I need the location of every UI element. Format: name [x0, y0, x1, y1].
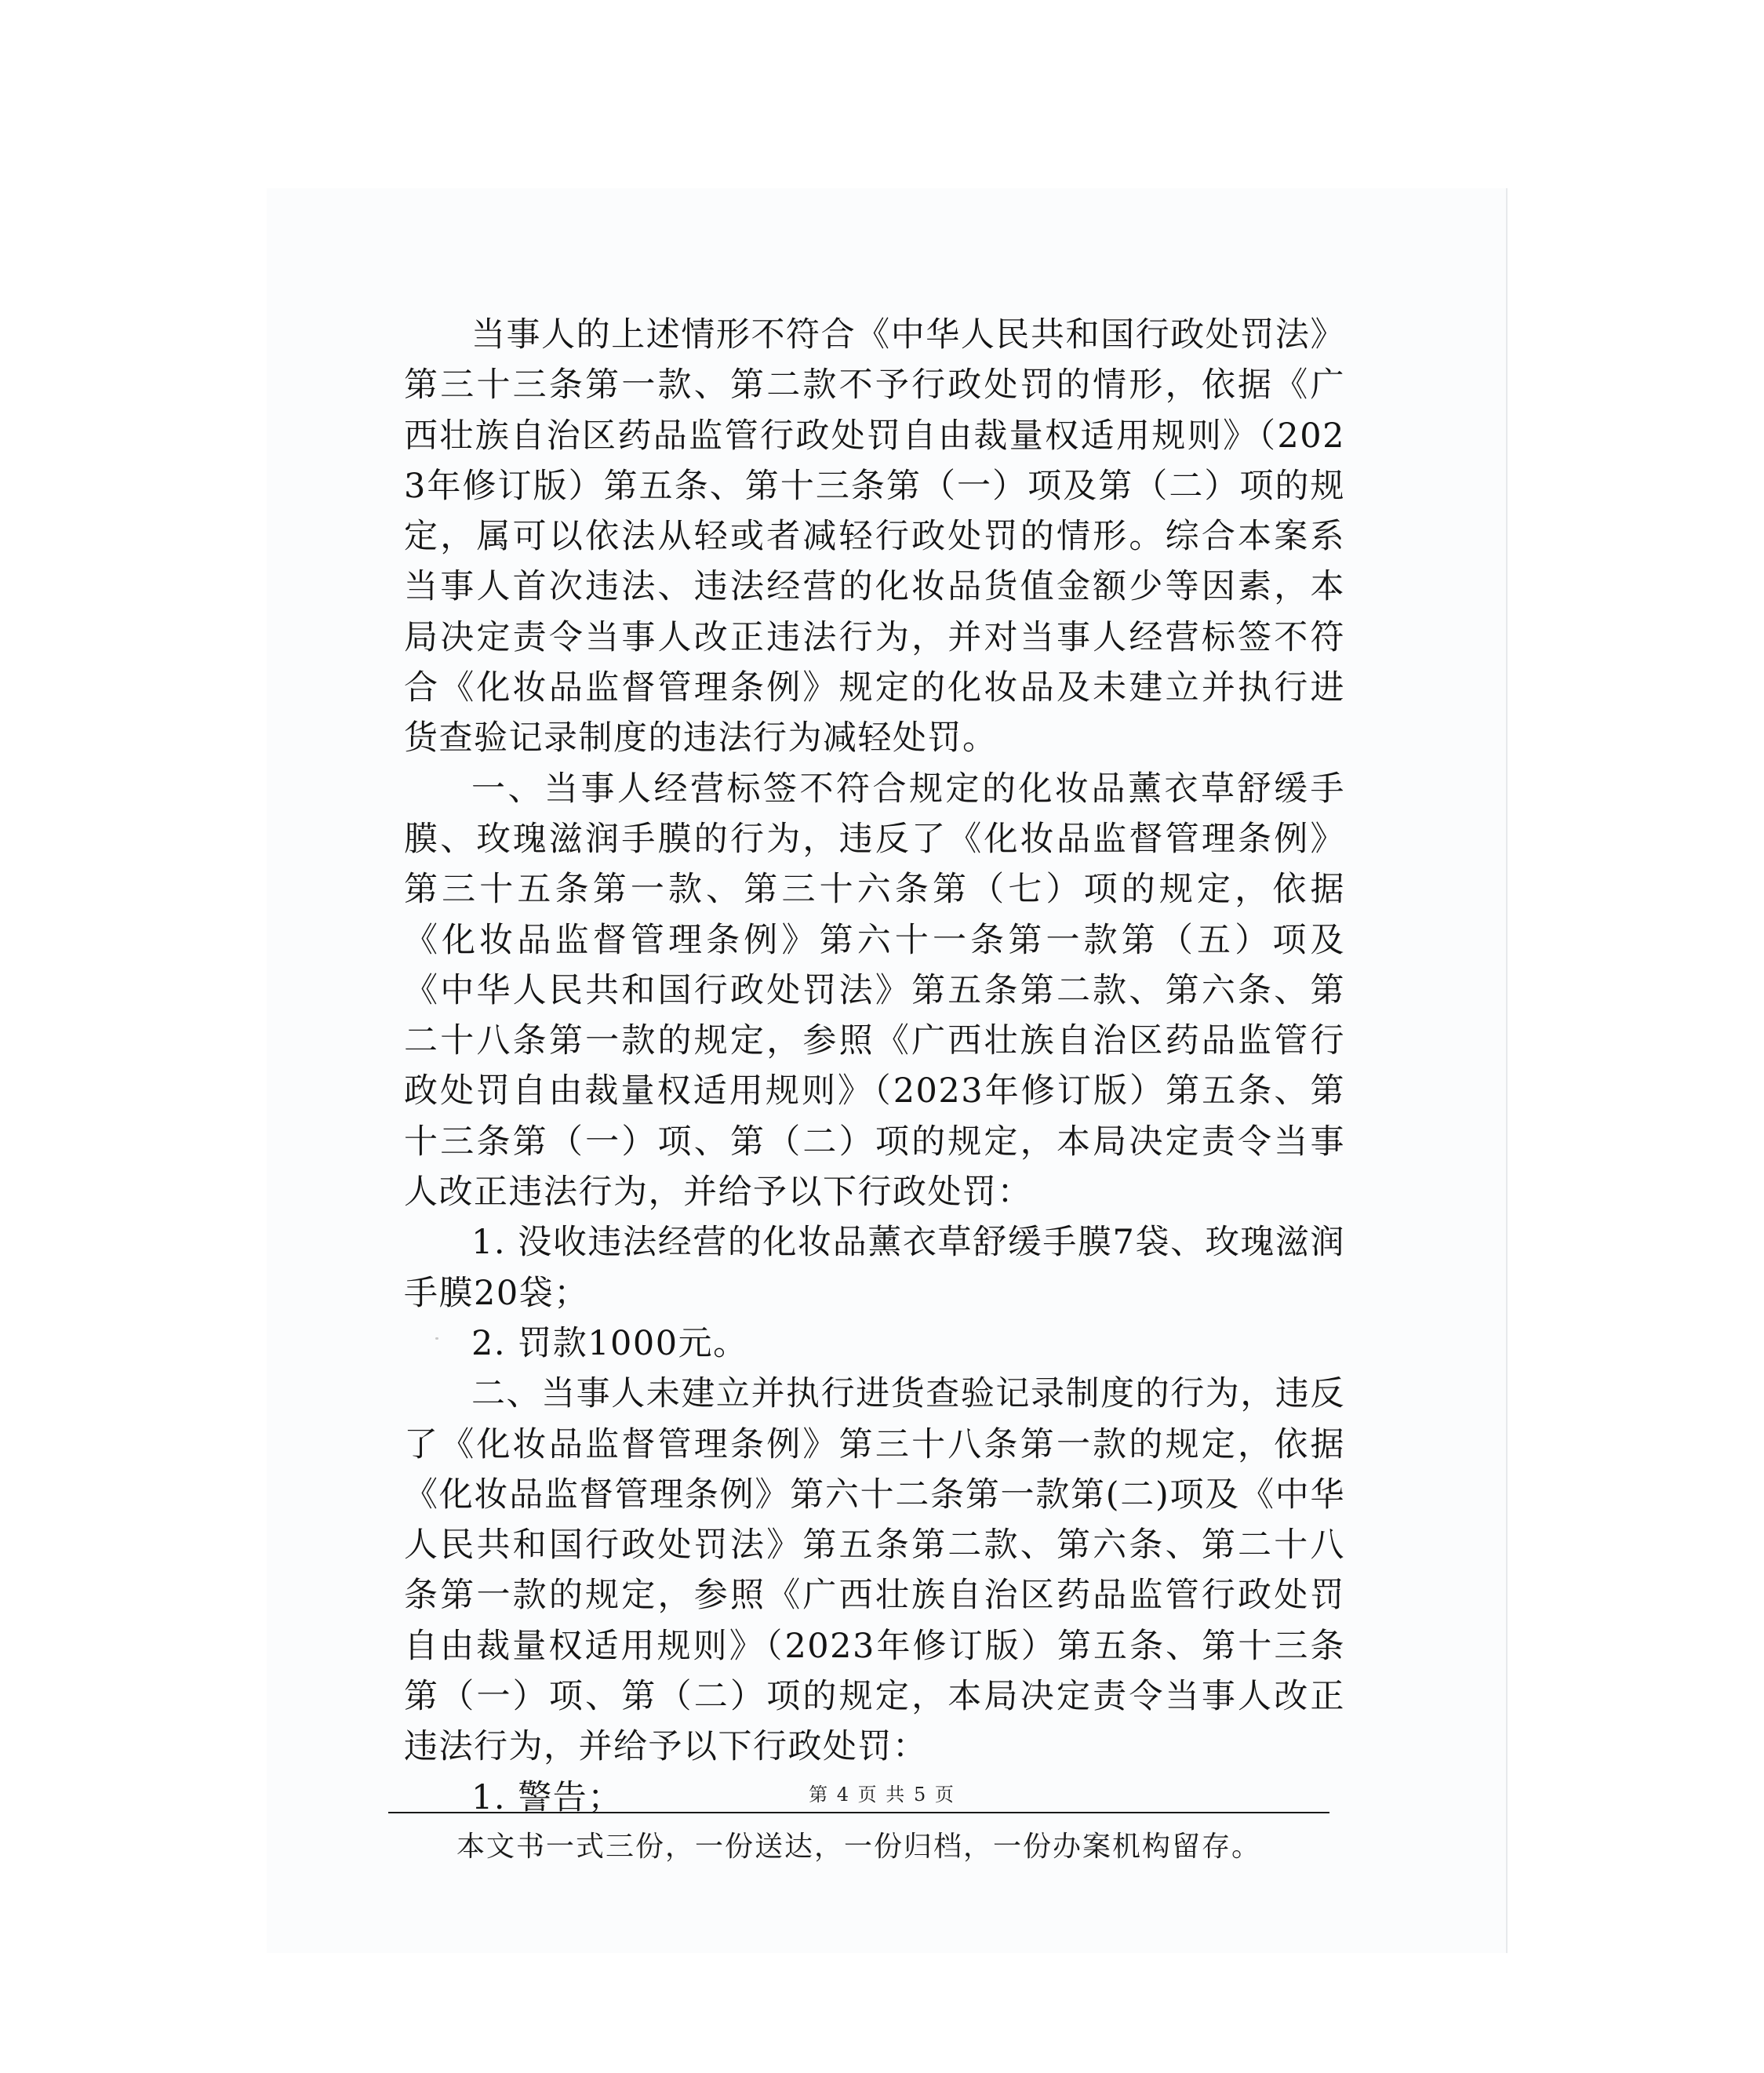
- paragraph-violation-one: 一、当事人经营标签不符合规定的化妆品薰衣草舒缓手膜、玫瑰滋润手膜的行为，违反了《化妆品监督管理条例》第三十五条第一款、第三十六条第（七）项的规定，依据《化妆品监督管理条例》第六十一条第一款第（五）项及《中华人民共和国行政处罚法》第五条第二款、第六条、第二十八条第一款的规定，参照《广西壮族自治区药品监管行政处罚自由裁量权适用规则》（2023年修订版）第五条、第十三条第（一）项、第（二）项的规定，本局决定责令当事人改正违法行为，并给予以下行政处罚：: [404, 769, 1345, 1213]
- document-body: [404, 310, 1345, 1823]
- penalty-item-confiscation: 1. 没收违法经营的化妆品薰衣草舒缓手膜7袋、玫瑰滋润手膜20袋；: [404, 1223, 1345, 1313]
- footer-note: 本文书一式三份，一份送达，一份归档，一份办案机构留存。: [456, 1831, 1261, 1863]
- paragraph-violation-two: 二、当事人未建立并执行进货查验记录制度的行为，违反了《化妆品监督管理条例》第三十八条第一款的规定，依据《化妆品监督管理条例》第六十二条第一款第(二)项及《中华人民共和国行政处罚法》第五条第二款、第六条、第二十八条第一款的规定，参照《广西壮族自治区药品监管行政处罚自由裁量权适用规则》（2023年修订版）第五条、第十三条第（一）项、第（二）项的规定，本局决定责令当事人改正违法行为，并给予以下行政处罚：: [404, 1374, 1345, 1767]
- footer-divider: [388, 1812, 1329, 1813]
- page-number: 第 4 页 共 5 页: [809, 1784, 955, 1806]
- penalty-item-warning: 1. 警告；: [471, 1777, 623, 1817]
- penalty-item-fine: 2. 罚款1000元。: [471, 1323, 748, 1363]
- paragraph-mitigation-basis: 当事人的上述情形不符合《中华人民共和国行政处罚法》第三十三条第一款、第二款不予行政处罚的情形，依据《广西壮族自治区药品监管行政处罚自由裁量权适用规则》（2023年修订版）第五条、第十三条第（一）项及第（二）项的规定，属可以依法从轻或者减轻行政处罚的情形。综合本案系当事人首次违法、违法经营的化妆品货值金额少等因素，本局决定责令当事人改正违法行为，并对当事人经营标签不符合《化妆品监督管理条例》规定的化妆品及未建立并执行进货查验记录制度的违法行为减轻处罚。: [404, 315, 1345, 758]
